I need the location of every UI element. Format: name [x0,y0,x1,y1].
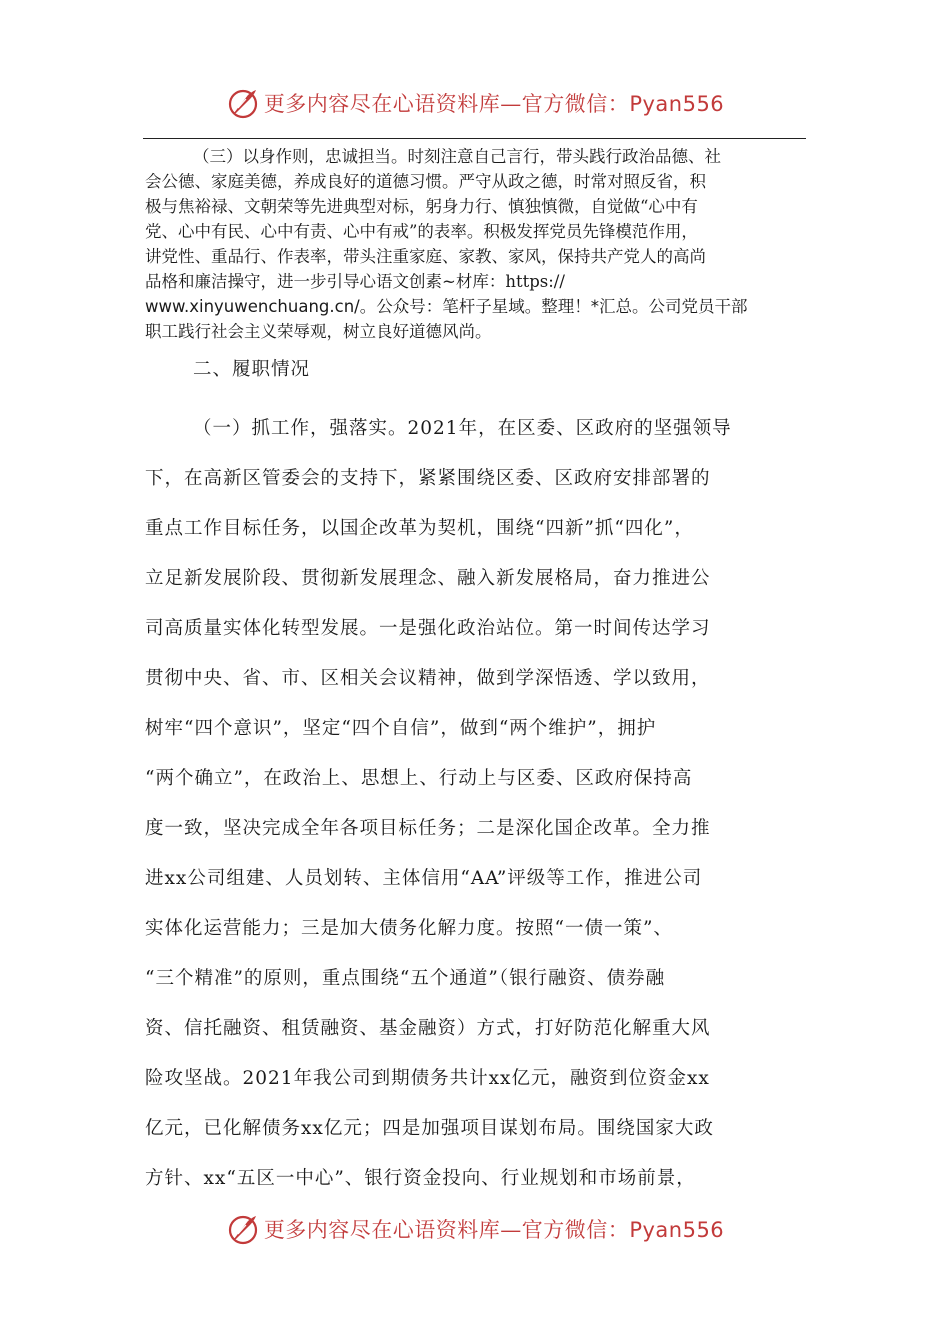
text-line: 险攻坚战。2021年我公司到期债务共计xx亿元，融资到位资金xx [145,1068,710,1089]
text-line: 树牢“四个意识”，坚定“四个自信”，做到“两个维护”，拥护 [145,718,657,739]
text-line: 贯彻中央、省、市、区相关会议精神，做到学深悟透、学以致用， [145,668,711,689]
text-line: 司高质量实体化转型发展。一是强化政治站位。第一时间传达学习 [145,618,711,639]
header-banner-text: 更多内容尽在心语资料库—官方微信：Pyan556 [263,92,725,116]
header-wechat-handle: Pyan556 [629,92,725,116]
section-3-paragraph [145,144,807,344]
text-line: 度一致，坚决完成全年各项目标任务；二是深化国企改革。全力推 [145,818,711,839]
text-line: 亿元，已化解债务xx亿元；四是加强项目谋划布局。围绕国家大政 [145,1118,714,1139]
text-line: “三个精准”的原则，重点围绕“五个通道”（银行融资、债券融 [145,968,666,989]
text-line: 立足新发展阶段、贯彻新发展理念、融入新发展格局，奋力推进公 [145,568,711,589]
text-line: 资、信托融资、租赁融资、基金融资）方式，打好防范化解重大风 [145,1018,711,1039]
quill-pen-logo-icon [226,86,260,120]
text-line: （三）以身作则，忠诚担当。时刻注意自己言行，带头践行政治品德、社 [193,147,721,166]
text-line: “两个确立”，在政治上、思想上、行动上与区委、区政府保持高 [145,768,693,789]
section-2-heading: 二、履职情况 [193,359,311,380]
text-line: 极与焦裕禄、文朝荣等先进典型对标，躬身力行、慎独慎微，自觉做“心中有 [145,197,698,216]
text-line: （一）抓工作，强落实。2021年，在区委、区政府的坚强领导 [193,418,732,439]
text-line: 讲党性、重品行、作表率，带头注重家庭、家教、家风，保持共产党人的高尚 [145,247,706,266]
text-line: 进xx公司组建、人员划转、主体信用“AA”评级等工作，推进公司 [145,868,703,889]
section-2-1-paragraph [145,404,807,1204]
footer-wechat-handle: Pyan556 [629,1218,725,1242]
text-line: 党、心中有民、心中有责、心中有戒”的表率。积极发挥党员先锋模范作用， [145,222,698,241]
text-line: 重点工作目标任务，以国企改革为契机，围绕“四新”抓“四化”， [145,518,694,539]
header-banner [0,78,950,128]
header-divider [143,138,806,139]
text-line: 下，在高新区管委会的支持下，紧紧围绕区委、区政府安排部署的 [145,468,711,489]
text-line: 品格和廉洁操守，进一步引导心语文创素~材库：https:// [145,272,565,291]
text-line: www.xinyuwenchuang.cn/。公众号：笔杆子星域。整理！*汇总。公司党员干部 [145,297,748,316]
footer-banner [0,1204,950,1254]
text-line: 职工践行社会主义荣辱观，树立良好道德风尚。 [145,322,492,341]
text-line: 会公德、家庭美德，养成良好的道德习惯。严守从政之德，时常对照反省，积 [145,172,706,191]
text-line: 实体化运营能力；三是加大债务化解力度。按照“一债一策”、 [145,918,673,939]
text-line: 方针、xx“五区一中心”、银行资金投向、行业规划和市场前景， [145,1168,696,1189]
footer-banner-text: 更多内容尽在心语资料库—官方微信：Pyan556 [263,1218,725,1242]
quill-pen-logo-icon [226,1212,260,1246]
